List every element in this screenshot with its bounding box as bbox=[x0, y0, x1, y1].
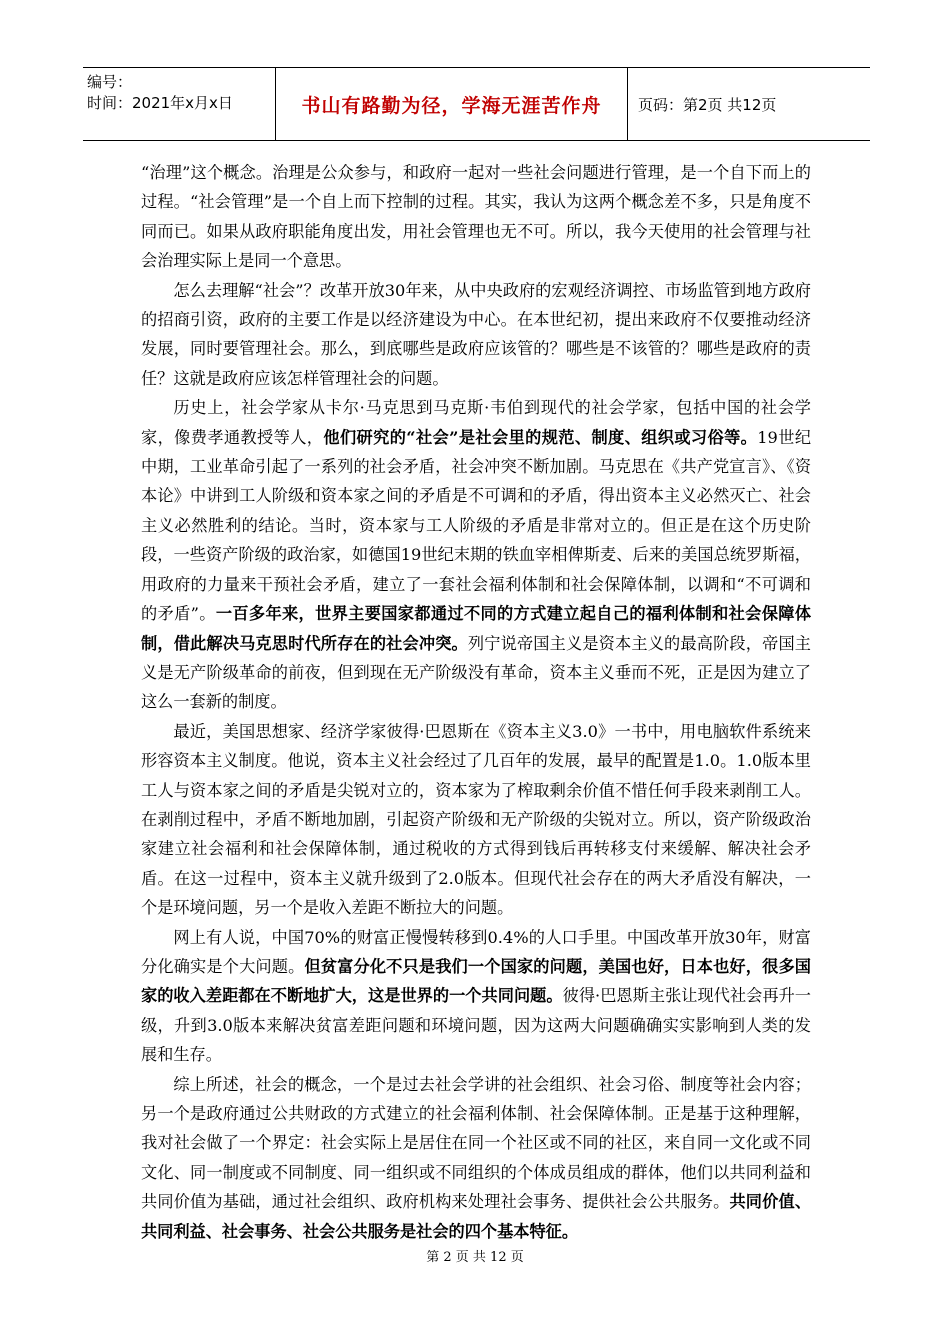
page-footer: 第 2 页 共 12 页 bbox=[426, 1250, 524, 1265]
header-meta bbox=[83, 68, 276, 140]
paragraph bbox=[141, 717, 811, 923]
header-page-info: 页码：第2页 共12页 bbox=[638, 95, 777, 114]
bold-text-segment: 共同价值、共同利益、社会事务、社会公共服务是社会的四个基本特征。 bbox=[141, 1192, 812, 1241]
paragraph bbox=[141, 276, 811, 394]
text-segment: 列宁说帝国主义是资本主义的最高阶段，帝国主义是无产阶级革命的前夜，但到现在无产阶级没有革命，资本主义垂而不死，正是因为建立了这么一套新的制度。 bbox=[141, 633, 811, 712]
text-segment: 怎么去理解“社会”？改革开放30年来，从中央政府的宏观经济调控、市场监管到地方政府的招商引资，政府的主要工作是以经济建设为中心。在本世纪初，提出来政府不仅要推动经济发展，同时要管理社会。那么，到底哪些是政府应该管的？哪些是不该管的？哪些是政府的责任？这就是政府应该怎样管理社会的问题。 bbox=[141, 280, 811, 388]
header-motto: 书山有路勤为径，学海无涯苦作舟 bbox=[276, 68, 628, 140]
paragraph bbox=[141, 923, 811, 1070]
text-segment: 彼得·巴恩斯主张让现代社会再升一级，升到3.0版本来解决贫富差距问题和环境问题，因为这两大问题确确实实影响到人类的发展和生存。 bbox=[141, 986, 811, 1065]
document-date: 时间：2021年x月x日 bbox=[87, 94, 233, 112]
page-header bbox=[83, 67, 870, 141]
text-segment: 综上所述，社会的概念，一个是过去社会学讲的社会组织、社会习俗、制度等社会内容；另一个是政府通过公共财政的方式建立的社会福利体制、社会保障体制。正是基于这种理解，我对社会做了一个界定：社会实际上是居住在同一个社区或不同的社区，来自同一文化或不同文化、同一制度或不同制度、同一组织或不同组织的个体成员组成的群体，他们以共同利益和共同价值为基础，通过社会组织、政府机构来处理社会事务、提供社会公共服务。 bbox=[141, 1074, 811, 1212]
paragraph bbox=[141, 393, 811, 716]
text-segment: 最近，美国思想家、经济学家彼得·巴恩斯在《资本主义3.0》一书中，用电脑软件系统来形容资本主义制度。他说，资本主义社会经过了几百年的发展，最早的配置是1.0。1.0版本里工人与资本家之间的矛盾是尖锐对立的，资本家为了榨取剩余价值不惜任何手段来剥削工人。在剥削过程中，矛盾不断地加剧，引起资产阶级和无产阶级的尖锐对立。所以，资产阶级政治家建立社会福利和社会保障体制，通过税收的方式得到钱后再转移支付来缓解、解决社会矛盾。在这一过程中，资本主义就升级到了2.0版本。但现代社会存在的两大矛盾没有解决，一个是环境问题，另一个是收入差距不断拉大的问题。 bbox=[141, 721, 811, 918]
paragraph bbox=[141, 158, 811, 276]
document-number-label: 编号： bbox=[87, 73, 133, 91]
bold-text-segment: 他们研究的“社会”是社会里的规范、制度、组织或习俗等。 bbox=[323, 427, 758, 447]
text-segment: 历史上，社会学家从卡尔·马克思到马克斯·韦伯到现代的社会学家，包括中国的社会学家，像费孝通教授等人， bbox=[141, 398, 811, 447]
text-segment: 19世纪中期，工业革命引起了一系列的社会矛盾，社会冲突不断加剧。马克思在《共产党宣言》、《资本论》中讲到工人阶级和资本家之间的矛盾是不可调和的矛盾，得出资本主义必然灭亡、社会主义必然胜利的结论。当时，资本家与工人阶级的矛盾是非常对立的。但正是在这个历史阶段，一些资产阶级的政治家，如德国19世纪末期的铁血宰相俾斯麦、后来的美国总统罗斯福，用政府的力量来干预社会矛盾，建立了一套社会福利体制和社会保障体制，以调和“不可调和的矛盾”。 bbox=[141, 427, 812, 624]
bold-text-segment: 一百多年来，世界主要国家都通过不同的方式建立起自己的福利体制和社会保障体制，借此解决马克思时代所存在的社会冲突。 bbox=[141, 604, 812, 653]
text-segment: 网上有人说，中国70%的财富正慢慢转移到0.4%的人口手里。中国改革开放30年，财富分化确实是个大问题。 bbox=[141, 927, 811, 976]
text-segment: “治理”这个概念。治理是公众参与，和政府一起对一些社会问题进行管理，是一个自下而上的过程。“社会管理”是一个自上而下控制的过程。其实，我认为这两个概念差不多，只是角度不同而已。如果从政府职能角度出发，用社会管理也无不可。所以，我今天使用的社会管理与社会治理实际上是同一个意思。 bbox=[141, 163, 811, 271]
paragraph bbox=[141, 1070, 811, 1246]
document-body bbox=[141, 158, 811, 1246]
bold-text-segment: 但贫富分化不只是我们一个国家的问题，美国也好，日本也好，很多国家的收入差距都在不断地扩大，这是世界的一个共同问题。 bbox=[141, 956, 811, 1006]
